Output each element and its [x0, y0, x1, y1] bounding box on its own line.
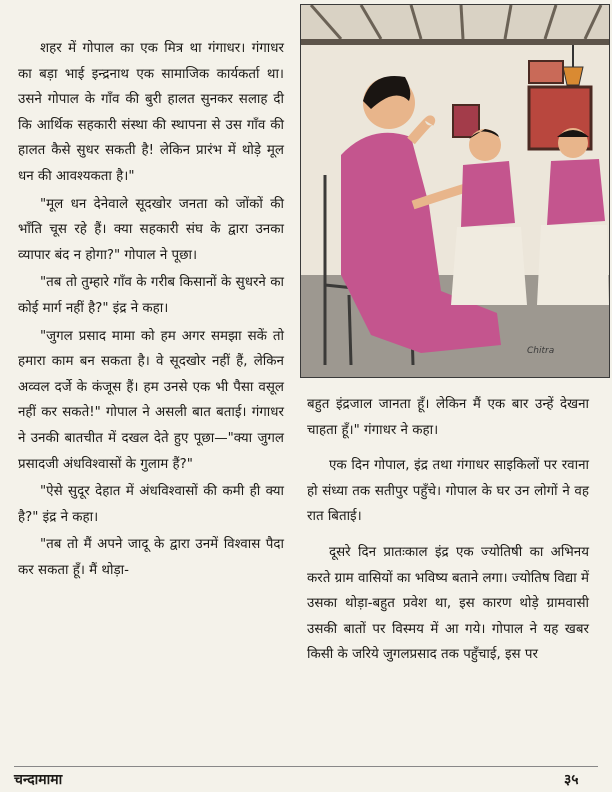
page-number: ३५ — [564, 772, 579, 788]
paragraph: "मूल धन देनेवाले सूदखोर जनता को जोंकों की भाँति चूस रहे हैं। क्या सहकारी संघ के द्वारा उनका व्यापार बंद न होगा?" गोपाल ने पूछा। — [18, 196, 284, 263]
paragraph: "जुगल प्रसाद मामा को हम अगर समझा सकें तो हमारा काम बन सकता है। वे सूदखोर नहीं हैं, लेकिन अव्वल दर्जे के कंजूस हैं। हम उनसे एक भी पैसा वसूल नहीं कर सकते!" गोपाल ने असली बात बताई। गंगाधर ने उनकी बातचीत में दखल देते हुए पूछा—"क्या जुगल प्रसादजी अंधविश्वासों के गुलाम हैं?" — [18, 328, 284, 472]
paragraph: शहर में गोपाल का एक मित्र था गंगाधर। गंगाधर का बड़ा भाई इन्द्रनाथ एक सामाजिक कार्यकर्ता था। उसने गोपाल के गाँव की बुरी हालत सुनकर सलाह दी कि आर्थिक सहकारी संस्था की स्थापना से उस गाँव की हालत कैसे सुधर सकती है! लेकिन प्रारंभ में थोड़े मूल धन की आवश्यकता है।" — [18, 41, 284, 184]
artist-signature: Chitra — [527, 346, 555, 356]
paragraph: "ऐसे सुदूर देहात में अंधविश्वासों की कमी ही क्या है?" इंद्र ने कहा। — [18, 484, 284, 525]
paragraph: दूसरे दिन प्रातःकाल इंद्र एक ज्योतिषी का अभिनय करते ग्राम वासियों का भविष्य बताने लगा। ज्योतिष विद्या में उसका थोड़ा-बहुत प्रवेश था, इस कारण थोड़े ग्रामवासी उसकी बातों पर विस्मय में आ गये। गोपाल ने यह खबर किसी के जरिये जुगलप्रसाद तक पहुँचाई, इस पर — [307, 544, 589, 663]
wall-frame — [529, 61, 563, 83]
paragraph: "तब तो मैं अपने जादू के द्वारा उनमें विश्वास पैदा कर सकता हूँ। मैं थोड़ा- — [18, 537, 284, 578]
magazine-title: चन्दामामा — [14, 772, 63, 788]
story-illustration — [300, 4, 610, 378]
left-text-column — [18, 36, 284, 585]
illustration-drawing — [301, 5, 609, 377]
right-text-column — [307, 392, 589, 670]
paragraph: "तब तो तुम्हारे गाँव के गरीब किसानों के सुधरने का कोई मार्ग नहीं है?" इंद्र ने कहा। — [18, 275, 284, 316]
paragraph: बहुत इंद्रजाल जानता हूँ। लेकिन मैं एक बार उन्हें देखना चाहता हूँ।" गंगाधर ने कहा। — [307, 397, 589, 438]
ceiling — [301, 5, 609, 41]
beam — [301, 39, 609, 45]
footer-divider — [14, 766, 598, 767]
wall-picture — [453, 105, 479, 137]
paragraph: एक दिन गोपाल, इंद्र तथा गंगाधर साइकिलों पर रवाना हो संध्या तक सतीपुर पहुँचे। गोपाल के घर उन लोगों ने वह रात बिताई। — [307, 458, 589, 525]
